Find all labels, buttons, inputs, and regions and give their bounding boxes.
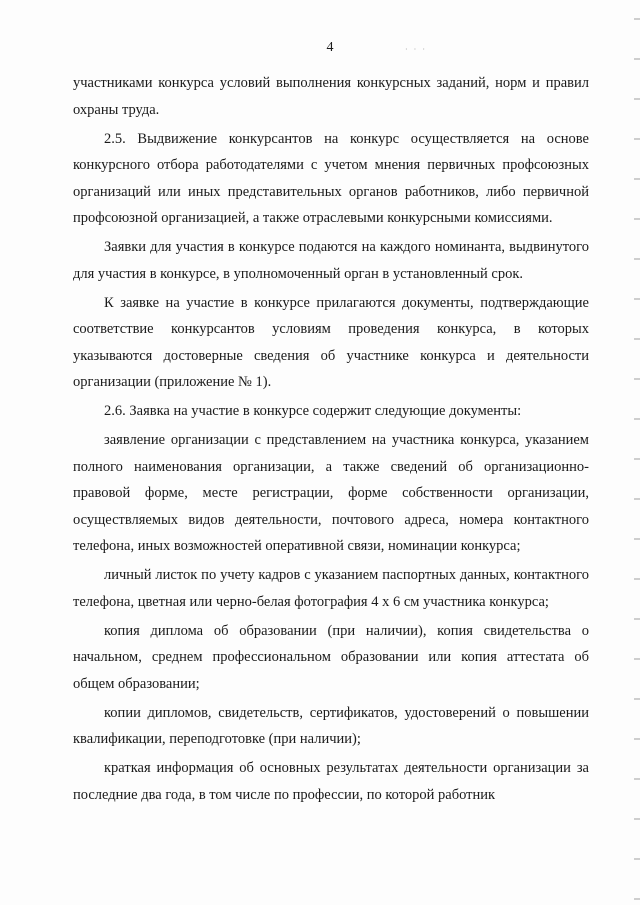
page-number: 4 — [326, 40, 334, 55]
scan-edge-marks — [634, 0, 640, 905]
list-item-statement: заявление организации с представлением на участника конкурса, указанием полного наименования организации, а также сведений об организационно-правовой форме, месте регистрации, форме собственности организации, осуществляемых видов деятельности, почтового адреса, номера контактного телефона, иных возможностей оперативной связи, номинации конкурса; — [73, 432, 589, 554]
list-item-certificates: копии дипломов, свидетельств, сертификатов, удостоверений о повышении квалификации, переподготовке (при наличии); — [73, 704, 589, 747]
paragraph-2-5: 2.5. Выдвижение конкурсантов на конкурс осуществляется на основе конкурсного отбора работодателями с учетом мнения первичных профсоюзных организаций или иных представительных органов работников, либо первичной профсоюзной организацией, а также отраслевыми конкурсными комиссиями. — [73, 130, 589, 226]
paragraph-attached-documents: К заявке на участие в конкурсе прилагаются документы, подтверждающие соответствие конкурсантов условиям проведения конкурса, в которых указываются достоверные сведения об участнике конкурса и деятельности организации (приложение № 1). — [73, 294, 589, 390]
scan-artifact-marks: · · · — [405, 45, 427, 54]
document-body — [73, 70, 589, 811]
paragraph-2-6: 2.6. Заявка на участие в конкурсе содержит следующие документы: — [104, 403, 522, 419]
list-item-diploma-copy: копия диплома об образовании (при наличии), копия свидетельства о начальном, среднем профессиональном образовании или копия аттестата об общем образовании; — [73, 622, 589, 692]
paragraph-applications: Заявки для участия в конкурсе подаются на каждого номинанта, выдвинутого для участия в конкурсе, в уполномоченный орган в установленный срок. — [73, 239, 589, 282]
list-item-activity-info: краткая информация об основных результатах деятельности организации за последние два года, в том числе по профессии, по которой работник — [73, 760, 589, 803]
list-item-personal-sheet: личный листок по учету кадров с указанием паспортных данных, контактного телефона, цветная или черно-белая фотография 4 х 6 см участника конкурса; — [73, 567, 589, 610]
paragraph-1: участниками конкурса условий выполнения конкурсных заданий, норм и правил охраны труда. — [73, 75, 589, 118]
